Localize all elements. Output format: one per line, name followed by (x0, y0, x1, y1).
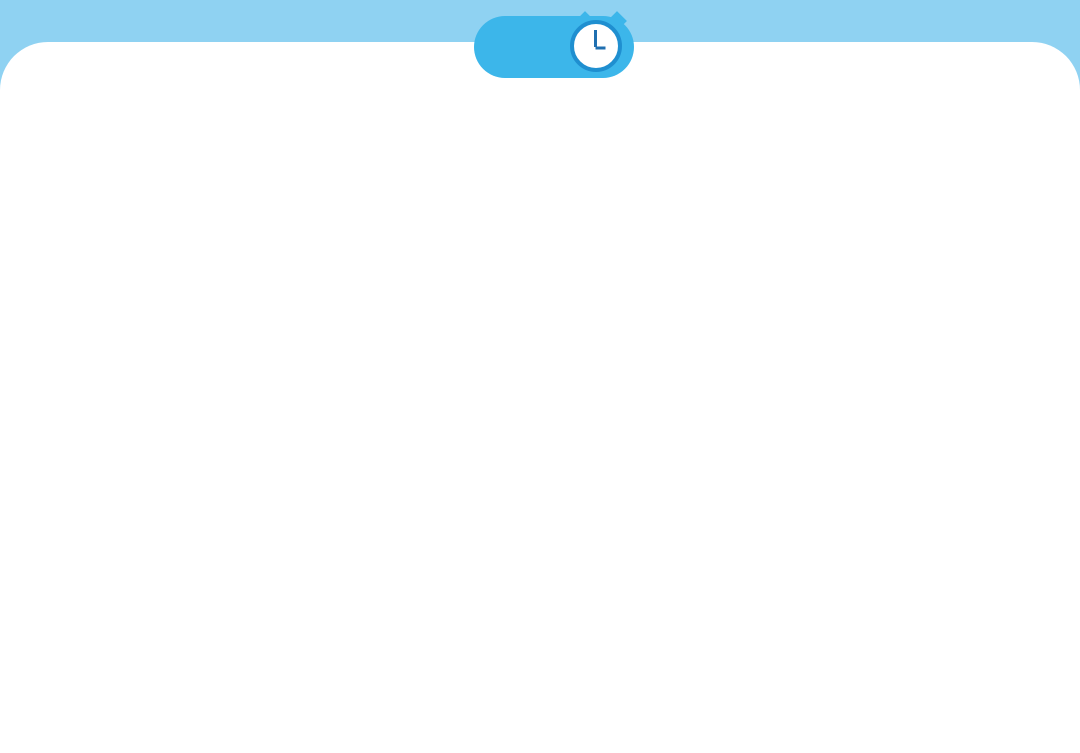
clock-icon (570, 20, 622, 72)
toc-page (0, 42, 1080, 753)
